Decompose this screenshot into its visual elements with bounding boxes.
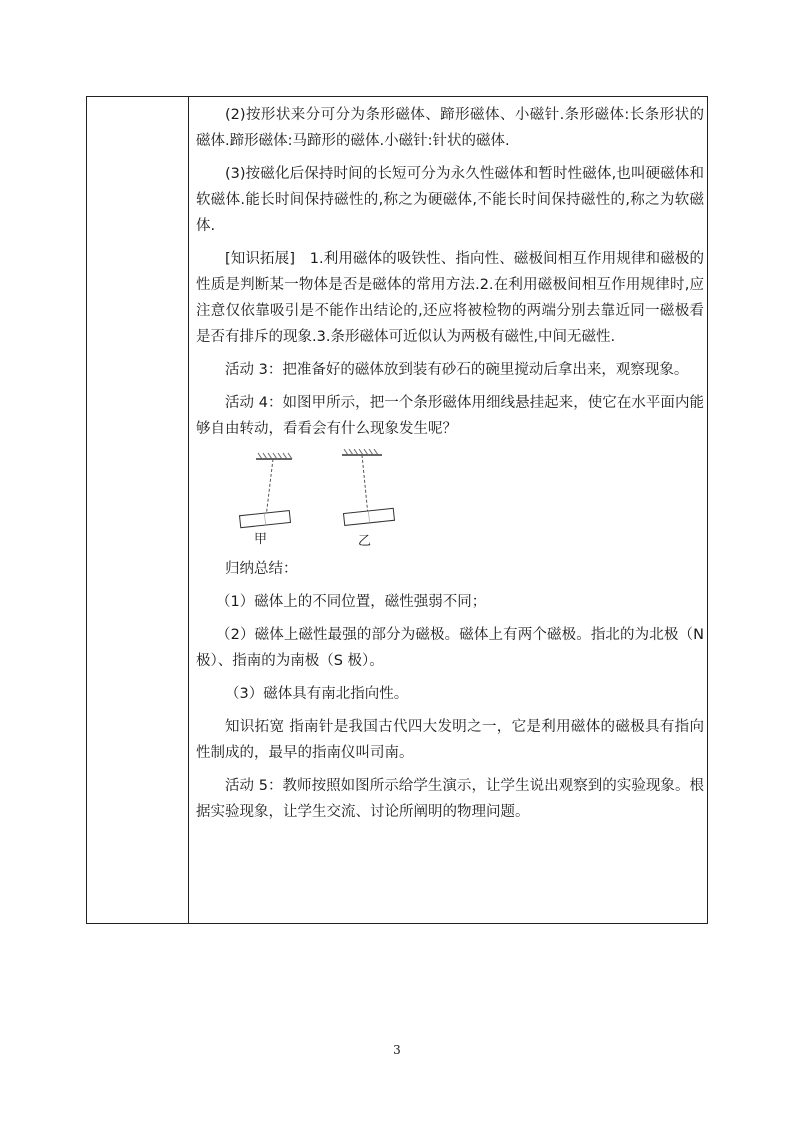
suspended-magnet-figure — [196, 449, 704, 549]
page-number: 3 — [393, 1043, 401, 1057]
paragraph-knowledge-broaden: 知识拓宽 指南针是我国古代四大发明之一，它是利用磁体的磁极具有指向性制成的，最早的指南仪叫司南。 — [196, 719, 704, 761]
magnet-diagram — [196, 449, 704, 549]
column-divider — [188, 97, 189, 923]
thread-right — [362, 455, 368, 515]
thread-left — [266, 459, 273, 517]
summary-item-2: （2）磁体上磁性最强的部分为磁极。磁体上有两个磁极。指北的为北极（N 极）、指南的为南极（S 极）。 — [196, 627, 704, 669]
paragraph-activity-3: 活动 3：把准备好的磁体放到装有砂石的碗里搅动后拿出来，观察现象。 — [225, 362, 689, 378]
summary-item-3: （3）磁体具有南北指向性。 — [225, 686, 409, 702]
bar-magnet-left — [240, 511, 291, 528]
paragraph-knowledge-extension: [知识拓展] 1.利用磁体的吸铁性、指向性、磁极间相互作用规律和磁极的性质是判断某一物体是否是磁体的常用方法.2.在利用磁极间相互作用规律时,应注意仅依靠吸引是不能作出结论的,还应将被检物的两端分别去靠近同一磁极看是否有排斥的现象.3.条形磁体可近似认为两极有磁性,中间无磁性. — [196, 251, 704, 345]
summary-heading: 归纳总结： — [225, 561, 298, 577]
paragraph-duration-classification: (3)按磁化后保持时间的长短可分为永久性磁体和暂时性磁体,也叫硬磁体和软磁体.能长时间保持磁性的,称之为硬磁体,不能长时间保持磁性的,称之为软磁体. — [196, 166, 704, 234]
ceiling-left — [256, 453, 292, 459]
figure-label-yi: 乙 — [358, 534, 372, 549]
bar-magnet-right — [344, 508, 395, 525]
lesson-table — [86, 96, 708, 924]
summary-item-1: （1）磁体上的不同位置，磁性强弱不同； — [216, 594, 487, 610]
content-cell — [196, 102, 704, 832]
paragraph-activity-4: 活动 4：如图甲所示，把一个条形磁体用细线悬挂起来，使它在水平面内能够自由转动，看看会有什么现象发生呢？ — [196, 395, 704, 437]
figure-label-jia: 甲 — [254, 532, 268, 547]
ceiling-right — [342, 449, 382, 455]
paragraph-activity-5: 活动 5：教师按照如图所示给学生演示，让学生说出观察到的实验现象。根据实验现象，让学生交流、讨论所阐明的物理问题。 — [196, 778, 704, 820]
paragraph-shape-classification: (2)按形状来分可分为条形磁体、蹄形磁体、小磁针.条形磁体:长条形状的磁体.蹄形磁体:马蹄形的磁体.小磁针:针状的磁体. — [196, 107, 704, 149]
